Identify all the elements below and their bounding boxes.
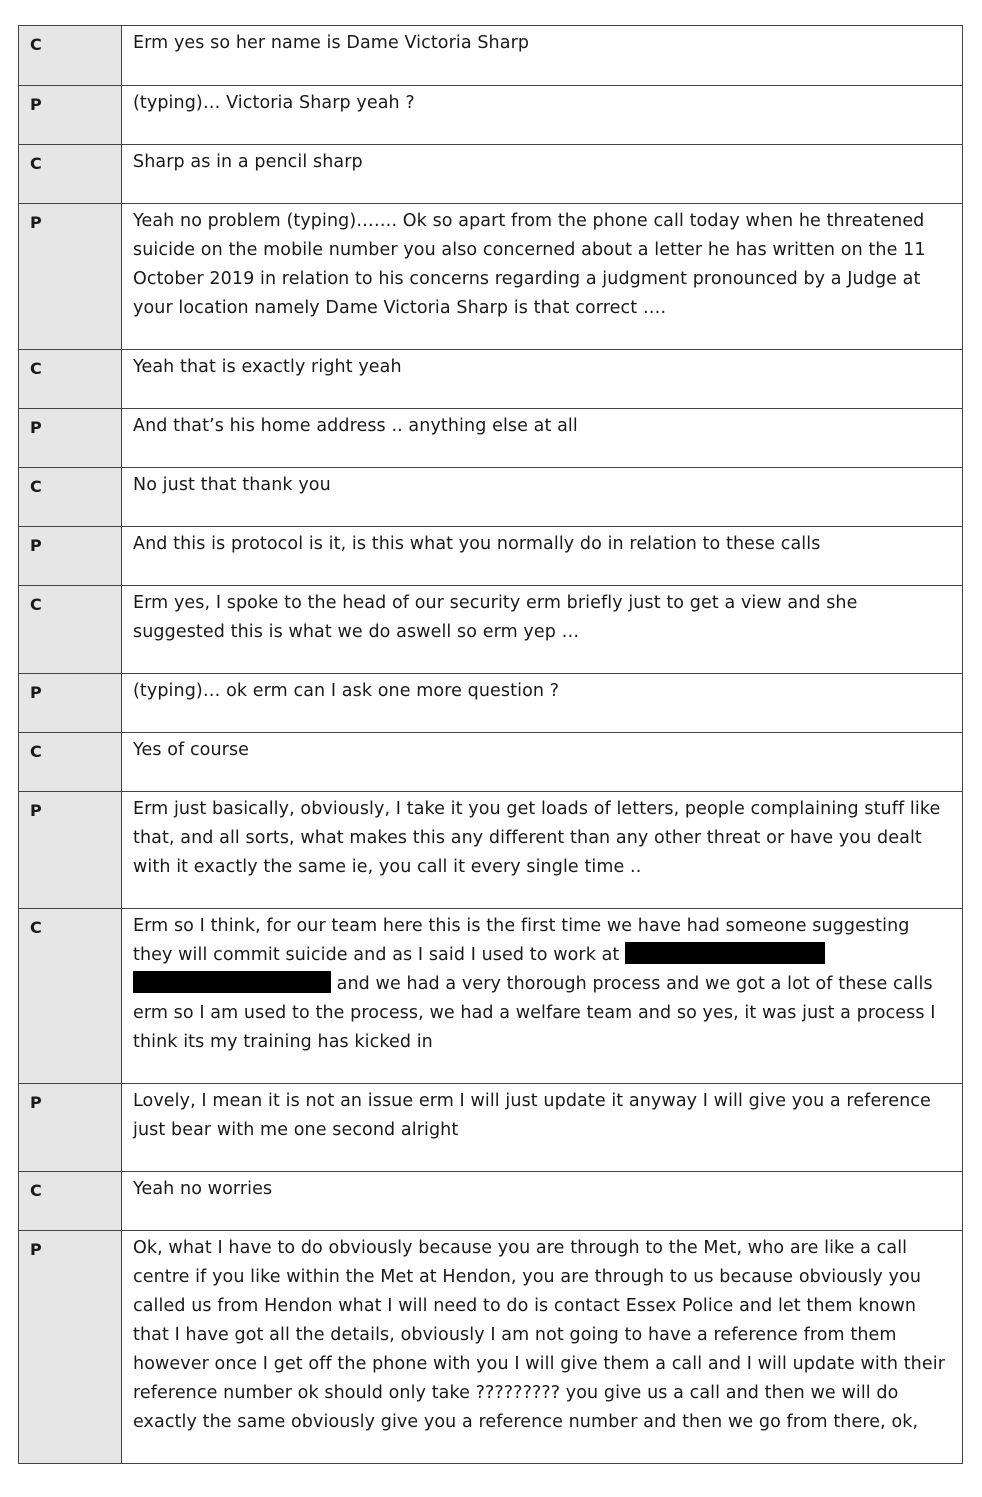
table-row — [19, 86, 963, 145]
transcript-table — [18, 25, 963, 1464]
utterance-cell: Yes of course — [122, 733, 963, 792]
table-row — [19, 1231, 963, 1464]
speaker-cell: C — [19, 1172, 122, 1231]
utterance-cell: Erm yes so her name is Dame Victoria Sharp — [122, 26, 963, 86]
table-row — [19, 350, 963, 409]
speaker-cell: C — [19, 468, 122, 527]
table-row — [19, 204, 963, 350]
speaker-cell: C — [19, 586, 122, 674]
table-row — [19, 1084, 963, 1172]
table-row — [19, 145, 963, 204]
redaction-bar — [133, 971, 331, 993]
utterance-cell: Yeah no problem (typing)……. Ok so apart from the phone call today when he threatened suicide on the mobile number you also concerned about a letter he has written on the 11 October 2019 in relation to his concerns regarding a judgment pronounced by a Judge at your location namely Dame Victoria Sharp is that correct …. — [122, 204, 963, 350]
utterance-cell: (typing)… Victoria Sharp yeah ? — [122, 86, 963, 145]
table-row — [19, 792, 963, 909]
speaker-cell: C — [19, 350, 122, 409]
speaker-cell: P — [19, 792, 122, 909]
table-row — [19, 527, 963, 586]
speaker-cell: P — [19, 1084, 122, 1172]
utterance-cell: Ok, what I have to do obviously because you are through to the Met, who are like a call centre if you like within the Met at Hendon, you are through to us because obviously you called us from Hendon what I will need to do is contact Essex Police and let them known that I have got all the details, obviously I am not going to have a reference from them however once I get off the phone with you I will give them a call and I will update with their reference number ok should only take ????????? you give us a call and then we will do exactly the same obviously give you a reference number and then we go from there, ok, — [122, 1231, 963, 1464]
utterance-cell — [122, 909, 963, 1084]
table-row — [19, 26, 963, 86]
redaction-bar — [625, 942, 825, 964]
speaker-cell: P — [19, 204, 122, 350]
table-row — [19, 468, 963, 527]
utterance-cell: Lovely, I mean it is not an issue erm I will just update it anyway I will give you a reference just bear with me one second alright — [122, 1084, 963, 1172]
utterance-text: Erm so I think, for our team here this is the first time we have had someone suggesting they will commit suicide and as I said I used to work at — [133, 916, 910, 965]
table-row — [19, 733, 963, 792]
utterance-cell: No just that thank you — [122, 468, 963, 527]
speaker-cell: P — [19, 409, 122, 468]
table-row — [19, 909, 963, 1084]
table-row — [19, 1172, 963, 1231]
utterance-cell: Sharp as in a pencil sharp — [122, 145, 963, 204]
utterance-cell: (typing)… ok erm can I ask one more question ? — [122, 674, 963, 733]
utterance-cell: And that’s his home address .. anything else at all — [122, 409, 963, 468]
speaker-cell: C — [19, 909, 122, 1084]
utterance-cell: Erm just basically, obviously, I take it you get loads of letters, people complaining stuff like that, and all sorts, what makes this any different than any other threat or have you dealt with it exactly the same ie, you call it every single time .. — [122, 792, 963, 909]
speaker-cell: P — [19, 674, 122, 733]
utterance-cell: Yeah no worries — [122, 1172, 963, 1231]
table-row — [19, 409, 963, 468]
speaker-cell: P — [19, 527, 122, 586]
speaker-cell: P — [19, 86, 122, 145]
utterance-cell: Erm yes, I spoke to the head of our security erm briefly just to get a view and she suggested this is what we do aswell so erm yep … — [122, 586, 963, 674]
utterance-cell: And this is protocol is it, is this what you normally do in relation to these calls — [122, 527, 963, 586]
table-row — [19, 586, 963, 674]
speaker-cell: C — [19, 733, 122, 792]
utterance-cell: Yeah that is exactly right yeah — [122, 350, 963, 409]
speaker-cell: C — [19, 145, 122, 204]
speaker-cell: C — [19, 26, 122, 86]
utterance-text: and we had a very thorough process and we got a lot of these calls erm so I am used to the process, we had a welfare team and so yes, it was just a process I think its my training has kicked in — [133, 974, 936, 1052]
table-row — [19, 674, 963, 733]
speaker-cell: P — [19, 1231, 122, 1464]
